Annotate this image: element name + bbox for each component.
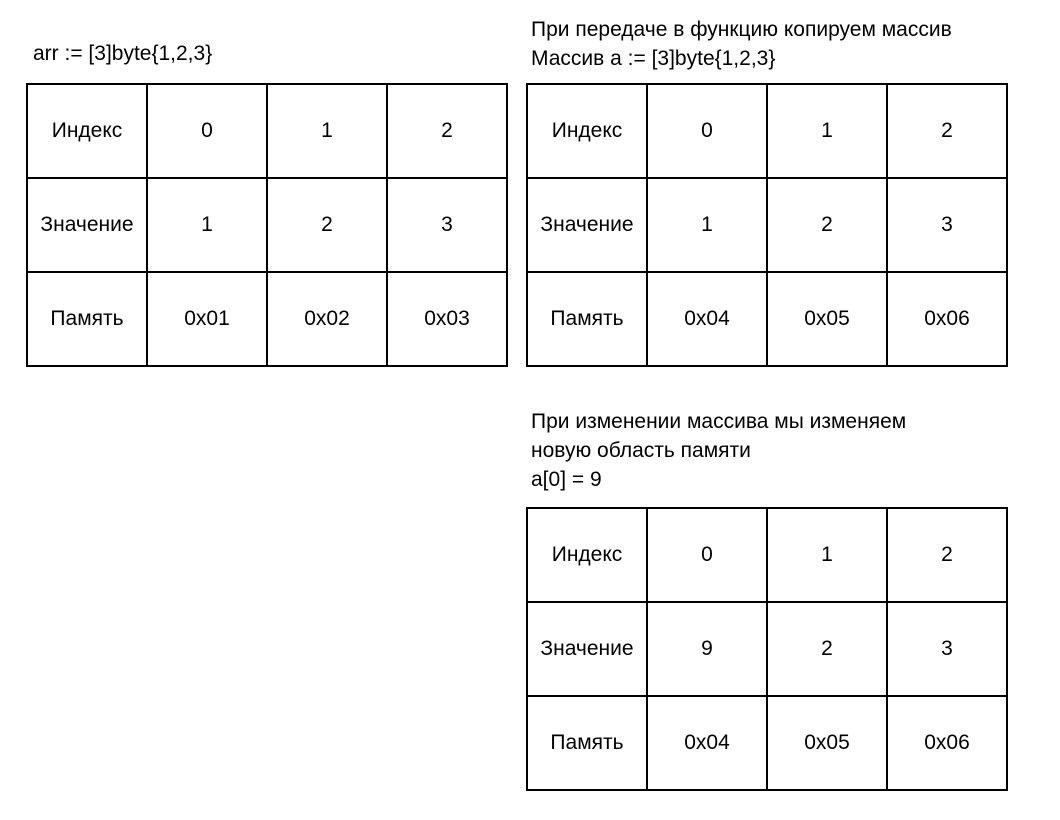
table-original-array — [26, 83, 508, 367]
table-copied-array — [526, 83, 1008, 367]
caption-line: Массив a := [3]byte{1,2,3} — [531, 47, 776, 70]
row-memory — [527, 696, 1007, 790]
cell-value-2: 3 — [387, 178, 507, 272]
cell-value-1: 2 — [767, 178, 887, 272]
cell-index-0: 0 — [647, 84, 767, 178]
row-memory — [527, 272, 1007, 366]
cell-memory-0: 0x04 — [647, 272, 767, 366]
caption-line: новую область памяти — [531, 439, 751, 462]
cell-value-0: 1 — [647, 178, 767, 272]
cell-memory-1: 0x05 — [767, 696, 887, 790]
row-index — [527, 508, 1007, 602]
cell-value-2: 3 — [887, 602, 1007, 696]
cell-memory-2: 0x03 — [387, 272, 507, 366]
caption-original-array — [33, 39, 212, 68]
cell-index-1: 1 — [267, 84, 387, 178]
row-index — [527, 84, 1007, 178]
cell-memory-0: 0x04 — [647, 696, 767, 790]
row-label-value: Значение — [527, 178, 647, 272]
cell-index-1: 1 — [767, 84, 887, 178]
cell-index-1: 1 — [767, 508, 887, 602]
caption-line: arr := [3]byte{1,2,3} — [33, 42, 213, 65]
cell-memory-1: 0x02 — [267, 272, 387, 366]
cell-index-2: 2 — [387, 84, 507, 178]
row-value — [527, 602, 1007, 696]
row-label-value: Значение — [27, 178, 147, 272]
cell-value-1: 2 — [767, 602, 887, 696]
row-label-memory: Память — [527, 272, 647, 366]
row-label-memory: Память — [27, 272, 147, 366]
cell-value-2: 3 — [887, 178, 1007, 272]
table-modified-array — [526, 507, 1008, 791]
cell-value-0: 1 — [147, 178, 267, 272]
caption-line: a[0] = 9 — [531, 468, 602, 491]
row-label-index: Индекс — [27, 84, 147, 178]
cell-index-0: 0 — [647, 508, 767, 602]
caption-modified-array — [531, 407, 906, 494]
row-label-index: Индекс — [527, 508, 647, 602]
cell-index-2: 2 — [887, 508, 1007, 602]
caption-copied-array — [531, 15, 952, 73]
row-label-memory: Память — [527, 696, 647, 790]
caption-line: При изменении массива мы изменяем — [531, 410, 907, 433]
cell-value-0: 9 — [647, 602, 767, 696]
caption-line: При передаче в функцию копируем массив — [531, 18, 952, 41]
cell-value-1: 2 — [267, 178, 387, 272]
row-label-index: Индекс — [527, 84, 647, 178]
row-memory — [27, 272, 507, 366]
cell-memory-1: 0x05 — [767, 272, 887, 366]
row-label-value: Значение — [527, 602, 647, 696]
row-value — [27, 178, 507, 272]
row-value — [527, 178, 1007, 272]
cell-index-2: 2 — [887, 84, 1007, 178]
cell-index-0: 0 — [147, 84, 267, 178]
row-index — [27, 84, 507, 178]
cell-memory-0: 0x01 — [147, 272, 267, 366]
cell-memory-2: 0x06 — [887, 696, 1007, 790]
cell-memory-2: 0x06 — [887, 272, 1007, 366]
